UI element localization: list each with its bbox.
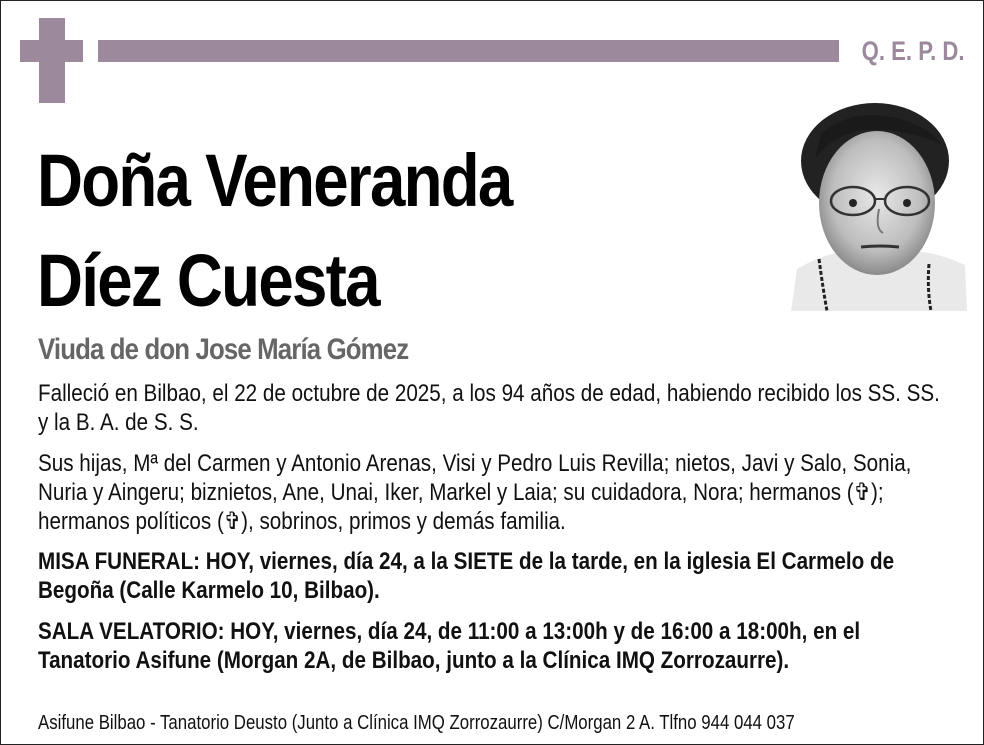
deceased-photo [791, 99, 967, 311]
deceased-name [37, 131, 512, 331]
wake-room-text: SALA VELATORIO: HOY, viernes, día 24, de 11:00 a 13:00h y de 16:00 a 18:00h, en el Tanatorio Asifune (Morgan 2A, de Bilbao, junto a la Clínica IMQ Zorrozaurre). [38, 618, 861, 674]
cross-icon-arm [20, 40, 83, 62]
header-bar [98, 40, 839, 62]
portrait-image [791, 99, 967, 311]
family-text: Sus hijas, Mª del Carmen y Antonio Arenas, Visi y Pedro Luis Revilla; nietos, Javi y Salo, Sonia, Nuria y Aingeru; biznietos, Ane, Unai, Iker, Markel y Laia; su cuidadora, Nora; hermanos (✞); hermanos políticos (✞), sobrinos, primos y demás familia. [38, 450, 912, 535]
name-line-2: Díez Cuesta [37, 239, 379, 322]
qepd-label: Q. E. P. D. [862, 36, 965, 66]
funeral-home-footer: Asifune Bilbao - Tanatorio Deusto (Junto a Clínica IMQ Zorrozaurre) C/Morgan 2 A. Tlfno 944 044 037 [38, 712, 795, 734]
death-notice-text: Falleció en Bilbao, el 22 de octubre de 2025, a los 94 años de edad, habiendo recibido los SS. SS. y la B. A. de S. S. [38, 380, 940, 436]
name-line-1: Doña Veneranda [37, 139, 512, 222]
funeral-mass-text: MISA FUNERAL: HOY, viernes, día 24, a la SIETE de la tarde, en la iglesia El Carmelo de Begoña (Calle Karmelo 10, Bilbao). [38, 548, 895, 604]
widow-of-line: Viuda de don Jose María Gómez [38, 333, 409, 366]
